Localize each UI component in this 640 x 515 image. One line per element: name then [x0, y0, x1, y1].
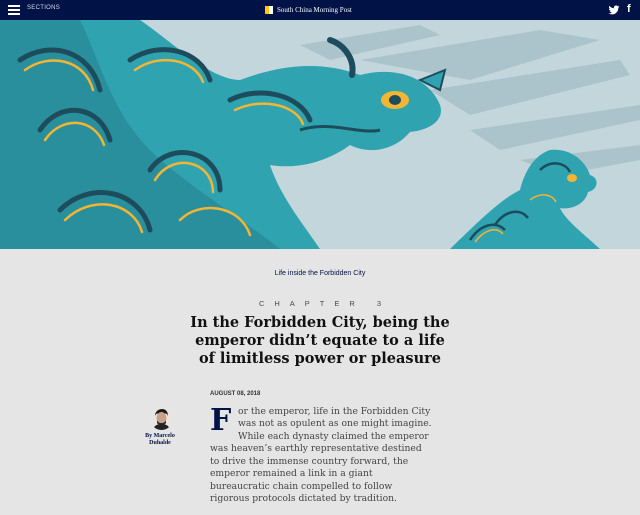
top-nav-bar — [0, 0, 640, 20]
author-byline-link[interactable] — [138, 433, 182, 446]
author-avatar[interactable] — [150, 407, 173, 430]
author-last-name: Duhalde — [149, 439, 171, 446]
article-headline: In the Forbidden City, being the emperor didn’t equate to a life of limitless power or pleasure — [190, 314, 450, 367]
body-line: was not as opulent as one might imagine. — [238, 418, 432, 429]
hamburger-menu-icon[interactable] — [8, 5, 20, 15]
byline-prefix: By — [145, 433, 153, 439]
dragon-rooftop-illustration — [0, 20, 640, 249]
twitter-icon[interactable] — [608, 4, 620, 16]
publish-date: AUGUST 08, 2018 — [210, 391, 261, 397]
scmp-logo-icon — [265, 6, 273, 14]
body-line: bureaucratic chain compelled to follow — [210, 481, 393, 492]
body-line: emperor remained a link in a giant — [210, 468, 373, 479]
body-line: was heaven’s earthly representative destined — [210, 443, 422, 454]
brand-name: South China Morning Post — [277, 6, 352, 14]
author-first-name: Marcelo — [153, 433, 175, 439]
sections-link[interactable]: SECTIONS — [27, 5, 61, 11]
drop-cap: F — [210, 403, 232, 438]
series-kicker-link[interactable]: Life inside the Forbidden City — [274, 270, 366, 277]
body-line: to drive the immense country forward, the — [210, 456, 409, 467]
body-line: rigorous protocols dictated by tradition. — [210, 493, 397, 504]
hero-illustration — [0, 20, 640, 249]
chapter-label: CHAPTER 3 — [258, 299, 392, 308]
body-line: or the emperor, life in the Forbidden City — [238, 406, 431, 417]
brand-logo-link[interactable] — [265, 5, 352, 15]
author-portrait-icon — [150, 407, 173, 430]
body-line: While each dynasty claimed the emperor — [238, 431, 429, 442]
facebook-icon[interactable]: f — [627, 3, 631, 15]
